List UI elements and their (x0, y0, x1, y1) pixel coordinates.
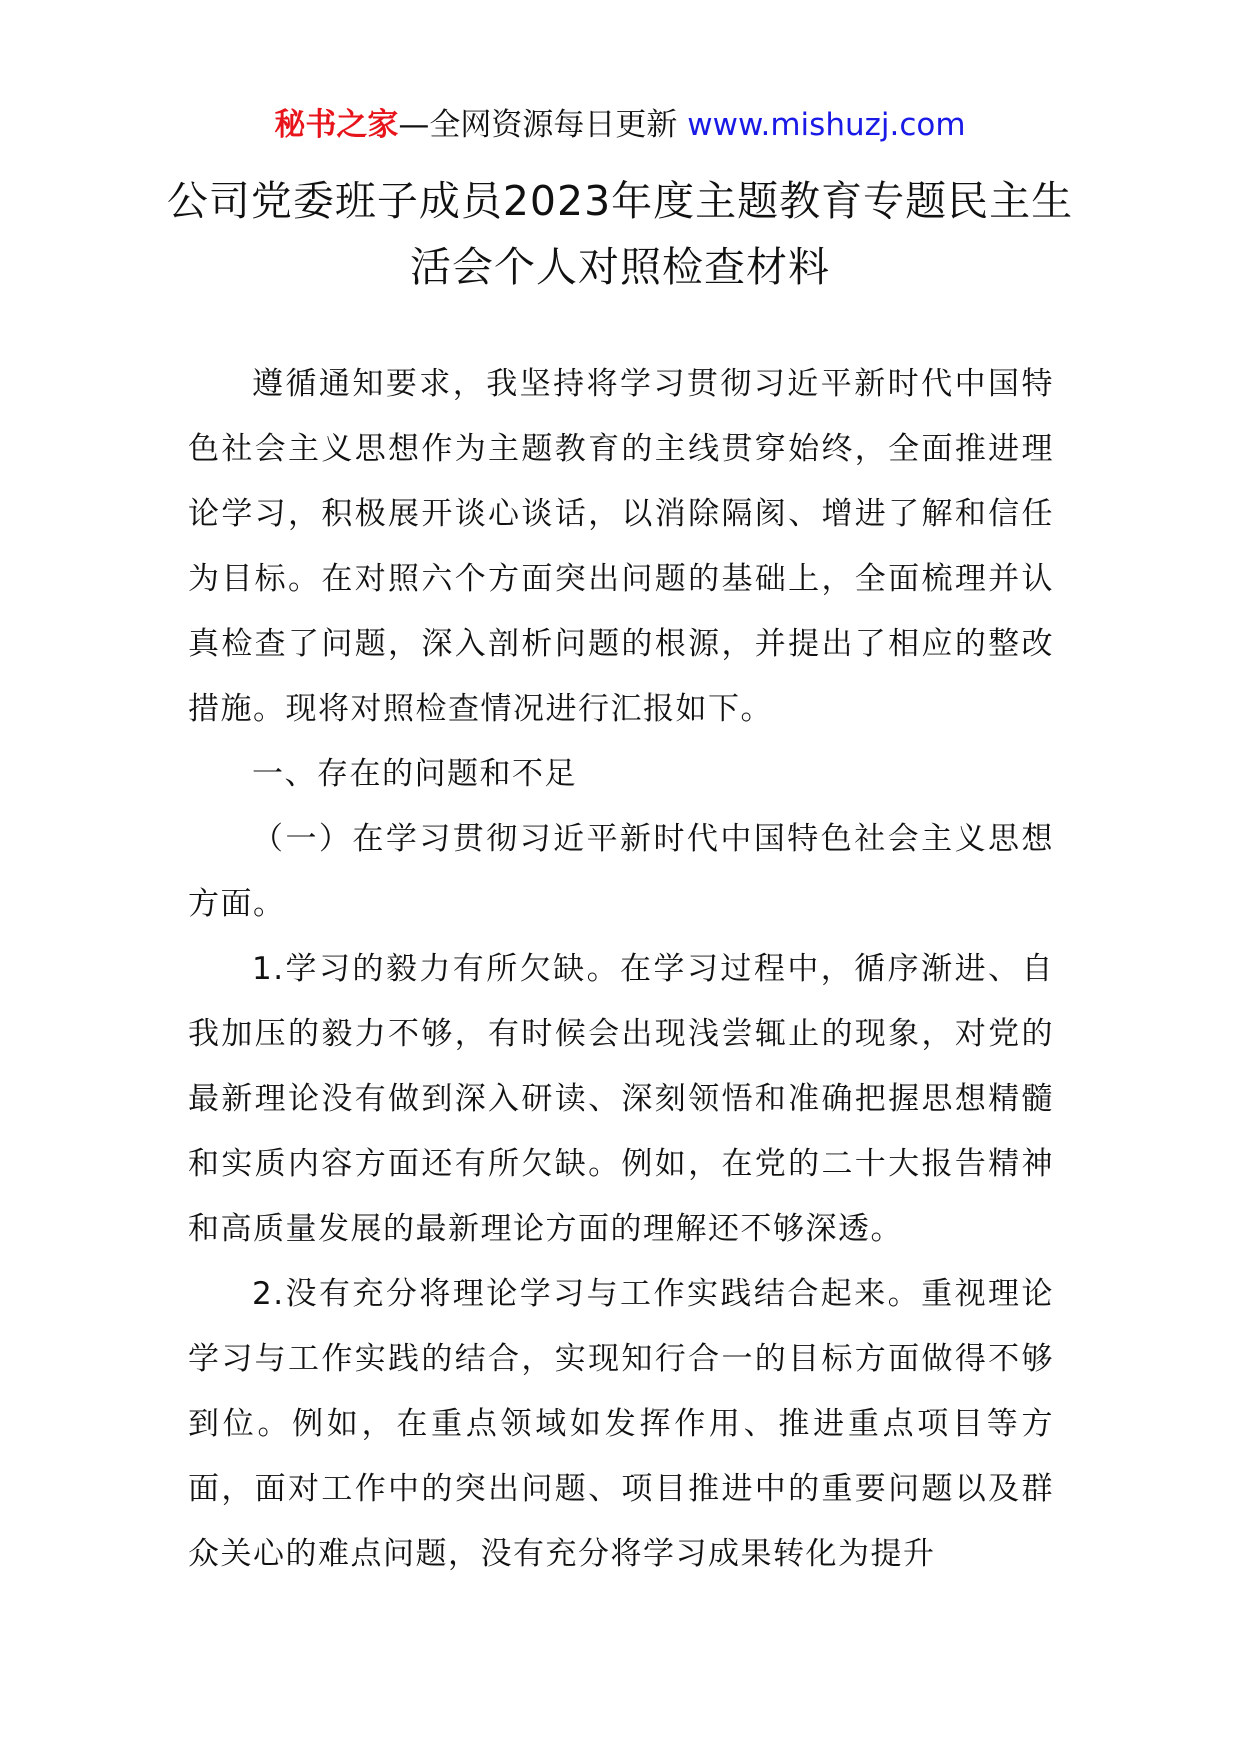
subsection-heading: （一）在学习贯彻习近平新时代中国特色社会主义思想方面。 (188, 821, 1054, 922)
brand-name: 秘书之家 (274, 107, 399, 143)
site-header (0, 103, 1240, 147)
body-paragraph: 1.学习的毅力有所欠缺。在学习过程中，循序渐进、自我加压的毅力不够，有时候会出现浅尝辄止的现象，对党的最新理论没有做到深入研读、深刻领悟和准确把握思想精髓和实质内容方面还有所欠缺。例如，在党的二十大报告精神和高质量发展的最新理论方面的理解还不够深透。 (188, 951, 1054, 1247)
site-url-link[interactable]: www.mishuzj.com (687, 107, 966, 143)
section-heading: 一、存在的问题和不足 (252, 756, 577, 792)
body-paragraph: 2.没有充分将理论学习与工作实践结合起来。重视理论学习与工作实践的结合，实现知行合一的目标方面做得不够到位。例如，在重点领域如发挥作用、推进重点项目等方面，面对工作中的突出问题、项目推进中的重要问题以及群众关心的难点问题，没有充分将学习成果转化为提升 (188, 1276, 1054, 1572)
intro-paragraph: 遵循通知要求，我坚持将学习贯彻习近平新时代中国特色社会主义思想作为主题教育的主线贯穿始终，全面推进理论学习，积极展开谈心谈话，以消除隔阂、增进了解和信任为目标。在对照六个方面突出问题的基础上，全面梳理并认真检查了问题，深入剖析问题的根源，并提出了相应的整改措施。现将对照检查情况进行汇报如下。 (188, 366, 1054, 727)
document-body (188, 352, 1054, 1587)
document-title: 公司党委班子成员2023年度主题教育专题民主生活会个人对照检查材料 (166, 177, 1074, 291)
header-tagline: —全网资源每日更新 (398, 107, 678, 143)
